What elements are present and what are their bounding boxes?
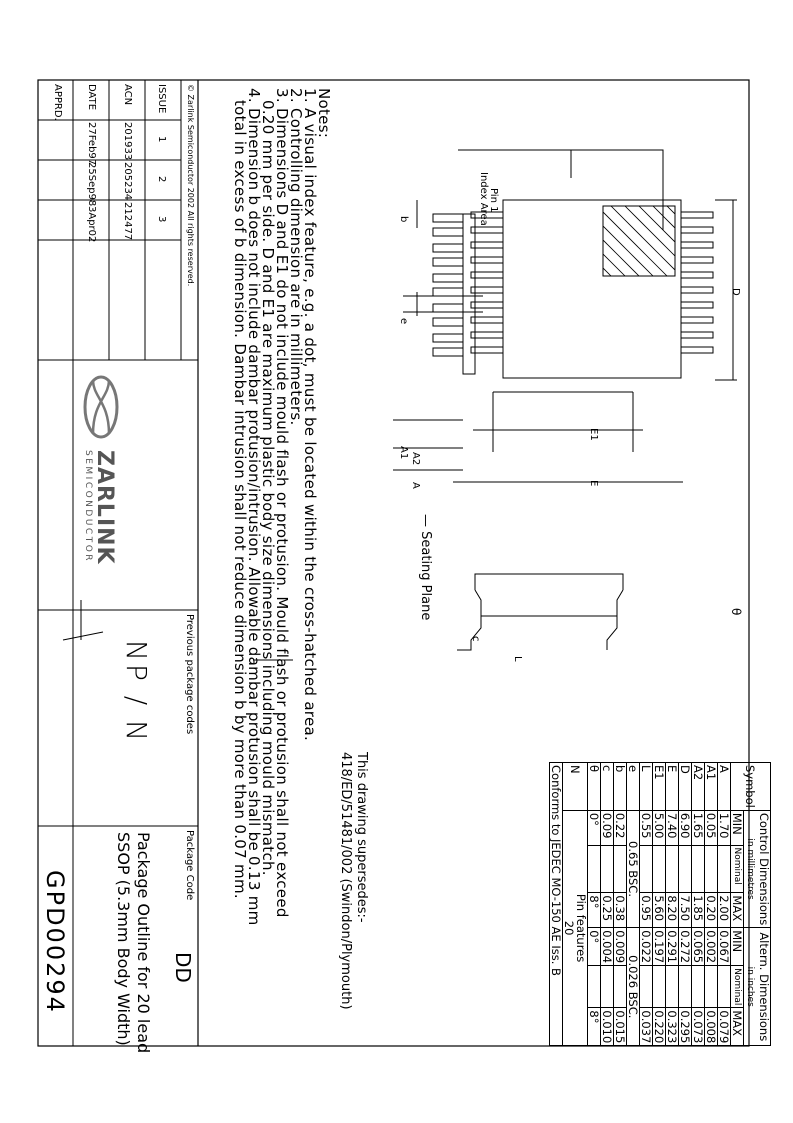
rev-date-3: 3Apr02: [86, 206, 97, 243]
cell-symbol: θ: [588, 763, 601, 811]
drawing-number: GPD00294: [41, 870, 69, 1014]
rev-date-2: 25Sep98: [86, 162, 97, 207]
cell: 0.20: [705, 893, 718, 928]
cell: 0.022: [640, 928, 653, 966]
cell: 1.85: [692, 893, 705, 928]
col-header: Nominal: [731, 966, 744, 1008]
col-header: MIN: [731, 810, 744, 845]
prev-codes-label: Previous package codes: [184, 614, 195, 735]
dim-theta-label: θ: [729, 608, 743, 616]
cell: 0.272: [679, 928, 692, 966]
cell: 0°: [588, 928, 601, 966]
cell: 0.323: [666, 1008, 679, 1046]
cell: 8°: [588, 1008, 601, 1046]
cell: 0.22: [614, 810, 627, 845]
cell: 0.002: [705, 928, 718, 966]
zarlink-logo-icon: [81, 372, 121, 442]
conforms-cell: Conforms to JEDEC MO-150 AE Iss. B: [550, 763, 563, 1046]
package-desc-2: SSOP (5.3mm Body Width): [114, 832, 133, 1046]
cell: 5.00: [653, 810, 666, 845]
dim-L-label: L: [512, 656, 523, 662]
package-code-label: Package Code: [184, 830, 195, 901]
cell: 0.015: [614, 1008, 627, 1046]
cell: 8.20: [666, 893, 679, 928]
cell: 0.05: [705, 810, 718, 845]
rev-issue-1: 1: [156, 136, 167, 143]
cell: 0.065: [692, 928, 705, 966]
note-4: 4. Dimension b does not include dambar protusion/intrusion. Allowable dambar protusion shall be 0.13 mm: [245, 88, 263, 926]
note-1: 1. A visual index feature, e.g. a dot, must be located within the cross-hatched area.: [301, 88, 319, 742]
seating-plane-label: — Seating Plane: [418, 514, 433, 621]
cell: 0.079: [718, 1008, 731, 1046]
rev-header-issue: ISSUE: [156, 84, 167, 114]
cell: 0.008: [705, 1008, 718, 1046]
cell: 0.291: [666, 928, 679, 966]
index-area-label: Index Area: [478, 172, 489, 226]
cell: 0°: [588, 810, 601, 845]
control-dims-header: Control Dimensions in millimetres: [744, 810, 771, 927]
col-header: MAX: [731, 893, 744, 928]
supersedes-line-1: This drawing supersedes:-: [354, 752, 369, 923]
note-3-cont: 0.20 mm per side. D and E1 are maximum plastic body size dimensions including mould mismatch.: [259, 100, 277, 876]
logo-subtext: SEMICONDUCTOR: [83, 450, 93, 564]
note-2: 2. Controlling dimension are in millimeters.: [287, 88, 305, 426]
rev-issue-2: 2: [156, 176, 167, 183]
dim-E1-label: E1: [588, 428, 599, 441]
cell: 6.90: [679, 810, 692, 845]
altern-dims-header: Altern. Dimensions in inches: [744, 928, 771, 1046]
supersedes-line-2: 418/ED/51481/002 (Swindon/Plymouth): [338, 752, 353, 1010]
cell: 0.067: [718, 928, 731, 966]
rev-issue-3: 3: [156, 216, 167, 223]
copyright: © Zarlink Semiconductor 2002 All rights reserved.: [186, 84, 195, 287]
dim-e-label: e: [398, 318, 409, 325]
cell-symbol: E1: [653, 763, 666, 811]
note-4-cont: total in excess of b dimension. Dambar intrusion shall not reduce dimension b by more than 0.07 mm.: [231, 100, 249, 899]
package-code-value: DD: [171, 952, 195, 983]
col-header: Nominal: [731, 845, 744, 893]
cell-symbol: N: [563, 763, 588, 811]
rev-acn-3: 212477: [122, 202, 133, 241]
cell: 0.197: [653, 928, 666, 966]
cell: 0.073: [692, 1008, 705, 1046]
cell-symbol: c: [601, 763, 614, 811]
rev-header-acn: ACN: [122, 84, 133, 106]
dim-D-label: D: [730, 288, 741, 296]
dim-A1-label: A1: [398, 446, 409, 460]
cell: 0.295: [679, 1008, 692, 1046]
cell: 0.009: [614, 928, 627, 966]
cell: 7.40: [666, 810, 679, 845]
cell: 0.25: [601, 893, 614, 928]
logo-text: ZARLINK: [92, 450, 117, 565]
dim-A2-label: A2: [410, 452, 421, 466]
prev-codes-value: NP / N: [120, 640, 153, 745]
cell: 0.010: [601, 1008, 614, 1046]
dim-E-label: E: [588, 480, 599, 487]
cell-symbol: A: [718, 763, 731, 811]
cell-symbol: A1: [705, 763, 718, 811]
rev-header-date: DATE: [86, 84, 97, 111]
cell: 7.50: [679, 893, 692, 928]
cell-symbol: E: [666, 763, 679, 811]
rev-acn-2: 205234: [122, 162, 133, 201]
cell-symbol: b: [614, 763, 627, 811]
cell: 8°: [588, 893, 601, 928]
dim-c-label: c: [470, 636, 481, 642]
col-header: MAX: [731, 1008, 744, 1046]
cell: 0.026 BSC.: [627, 928, 640, 1046]
symbol-header: Symbol: [731, 763, 771, 811]
cell: 1.65: [692, 810, 705, 845]
rev-acn-1: 201933: [122, 122, 133, 161]
notes-heading: Notes:: [315, 88, 333, 139]
cell: 0.95: [640, 893, 653, 928]
cell-symbol: L: [640, 763, 653, 811]
dim-A-label: A: [410, 482, 421, 489]
rev-header-apprd: APPRD.: [52, 84, 63, 121]
dim-b-label: b: [398, 216, 409, 223]
cell: 0.004: [601, 928, 614, 966]
cell-symbol: e: [627, 763, 640, 811]
pin1-label: Pin 1: [488, 188, 499, 213]
cell-symbol: D: [679, 763, 692, 811]
cell: 0.38: [614, 893, 627, 928]
note-3: 3. Dimensions D and E1 do not include mould flash or protusion. Mould flash or protusion shall not exceed: [273, 88, 291, 918]
cell: Pin features 20: [563, 810, 588, 1045]
package-desc-1: Package Outline for 20 lead: [134, 832, 153, 1054]
cell: 0.55: [640, 810, 653, 845]
cell: 0.09: [601, 810, 614, 845]
cell: 0.65 BSC.: [627, 810, 640, 927]
rev-date-1: 27Feb97: [86, 122, 97, 166]
cell: 0.220: [653, 1008, 666, 1046]
col-header: MIN: [731, 928, 744, 966]
cell: 2.00: [718, 893, 731, 928]
cell: 0.037: [640, 1008, 653, 1046]
cell: 5.60: [653, 893, 666, 928]
cell: 1.70: [718, 810, 731, 845]
cell-symbol: A2: [692, 763, 705, 811]
